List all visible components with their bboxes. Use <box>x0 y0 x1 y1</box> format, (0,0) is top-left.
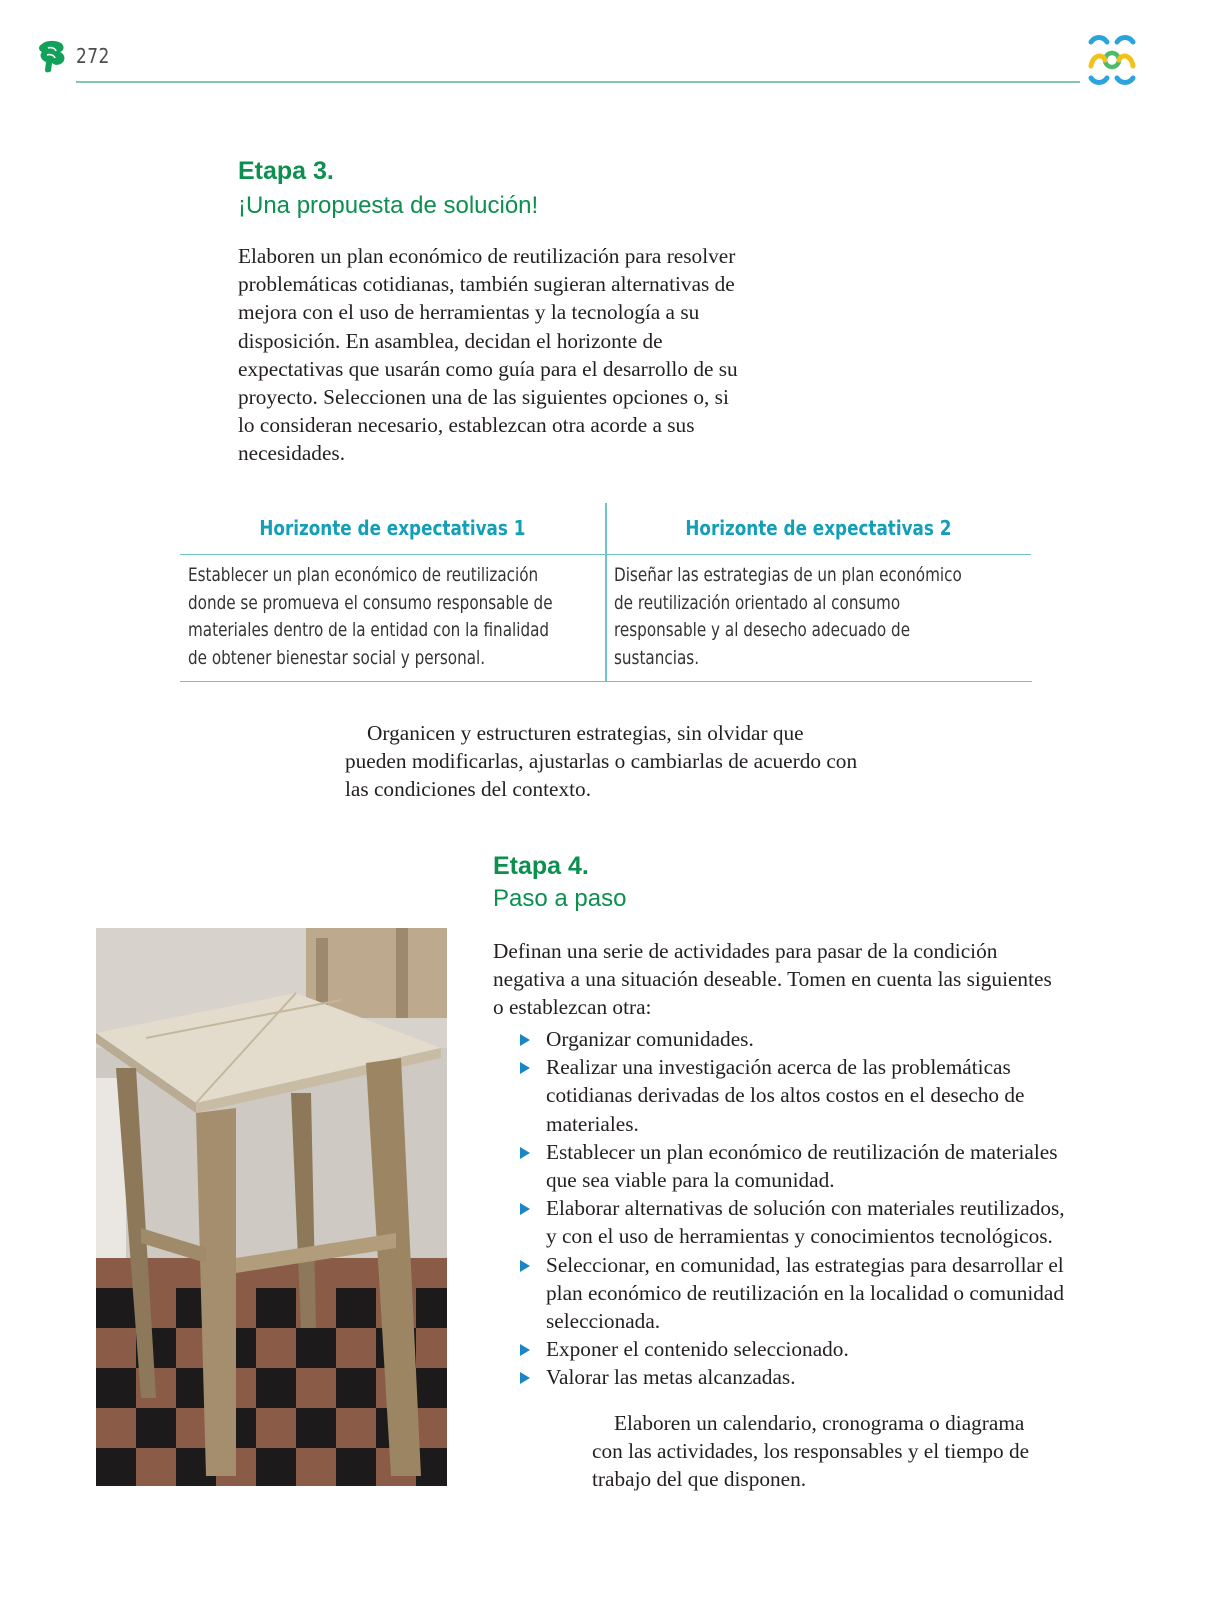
list-item: Realizar una investigación acerca de las problemáticas cotidianas derivadas de los altos costos en el desecho de materiales. <box>520 1053 1080 1138</box>
stage-4-heading: Etapa 4. <box>493 852 589 880</box>
expectations-column-2 <box>606 503 1031 681</box>
bullet-triangle-icon <box>520 1260 530 1272</box>
expectations-column-1-header: Horizonte de expectativas 1 <box>180 503 605 555</box>
expectations-table <box>180 503 1032 682</box>
stage-3-subtitle: ¡Una propuesta de solución! <box>238 192 539 219</box>
expectations-column-2-text: Diseñar las estrategias de un plan económico de reutilización orientado al consumo responsable y al desecho adecuado de sustancias. <box>614 564 962 669</box>
list-item: Organizar comunidades. <box>520 1025 1080 1053</box>
stage-3-intro-paragraph: Elaboren un plan económico de reutilización para resolver problemáticas cotidianas, también sugieran alternativas de mejora con el uso de herramientas y la tecnología a su disposición. En asamblea, decidan el horizonte de expectativas que usarán como guía para el desarrollo de su proyecto. Seleccionen una de las siguientes opciones o, si lo consideran necesario, establezcan otra acorde a sus necesidades. <box>238 244 738 466</box>
stage-3-closing-paragraph: Organicen y estructuren estrategias, sin olvidar que pueden modificarlas, ajustarlas o cambiarlas de acuerdo con las condiciones del contexto. <box>345 721 858 802</box>
series-logo-icon <box>1085 34 1139 86</box>
list-item: Valorar las metas alcanzadas. <box>520 1363 1080 1391</box>
bullet-triangle-icon <box>520 1147 530 1159</box>
bullet-triangle-icon <box>520 1062 530 1074</box>
steps-list <box>520 1025 1080 1392</box>
expectations-column-1 <box>180 503 605 681</box>
list-item: Establecer un plan económico de reutilización de materiales que sea viable para la comunidad. <box>520 1138 1080 1194</box>
stage-4-intro-paragraph: Definan una serie de actividades para pasar de la condición negativa a una situación deseable. Tomen en cuenta las siguientes o establezcan otra: <box>493 939 1052 1020</box>
bullet-triangle-icon <box>520 1034 530 1046</box>
expectations-column-2-header: Horizonte de expectativas 2 <box>606 503 1031 555</box>
wooden-stool-photo <box>96 928 447 1486</box>
stage-4-subtitle: Paso a paso <box>493 885 627 912</box>
list-item: Elaborar alternativas de solución con materiales reutilizados, y con el uso de herramientas y conocimientos tecnológicos. <box>520 1194 1080 1250</box>
stage-4-closing-paragraph: Elaboren un calendario, cronograma o diagrama con las actividades, los responsables y el tiempo de trabajo del que disponen. <box>592 1411 1030 1492</box>
bullet-triangle-icon <box>520 1372 530 1384</box>
bullet-triangle-icon <box>520 1344 530 1356</box>
list-item: Exponer el contenido seleccionado. <box>520 1335 1080 1363</box>
page-number: 272 <box>76 44 110 68</box>
list-item: Seleccionar, en comunidad, las estrategias para desarrollar el plan económico de reutilización en la localidad o comunidad seleccionada. <box>520 1251 1080 1336</box>
section-icon <box>36 38 68 74</box>
stage-3-heading: Etapa 3. <box>238 157 334 185</box>
bullet-triangle-icon <box>520 1203 530 1215</box>
header-rule <box>76 81 1080 83</box>
expectations-column-1-text: Establecer un plan económico de reutilización donde se promueva el consumo responsable de materiales dentro de la entidad con la finalidad de obtener bienestar social y personal. <box>188 564 553 669</box>
